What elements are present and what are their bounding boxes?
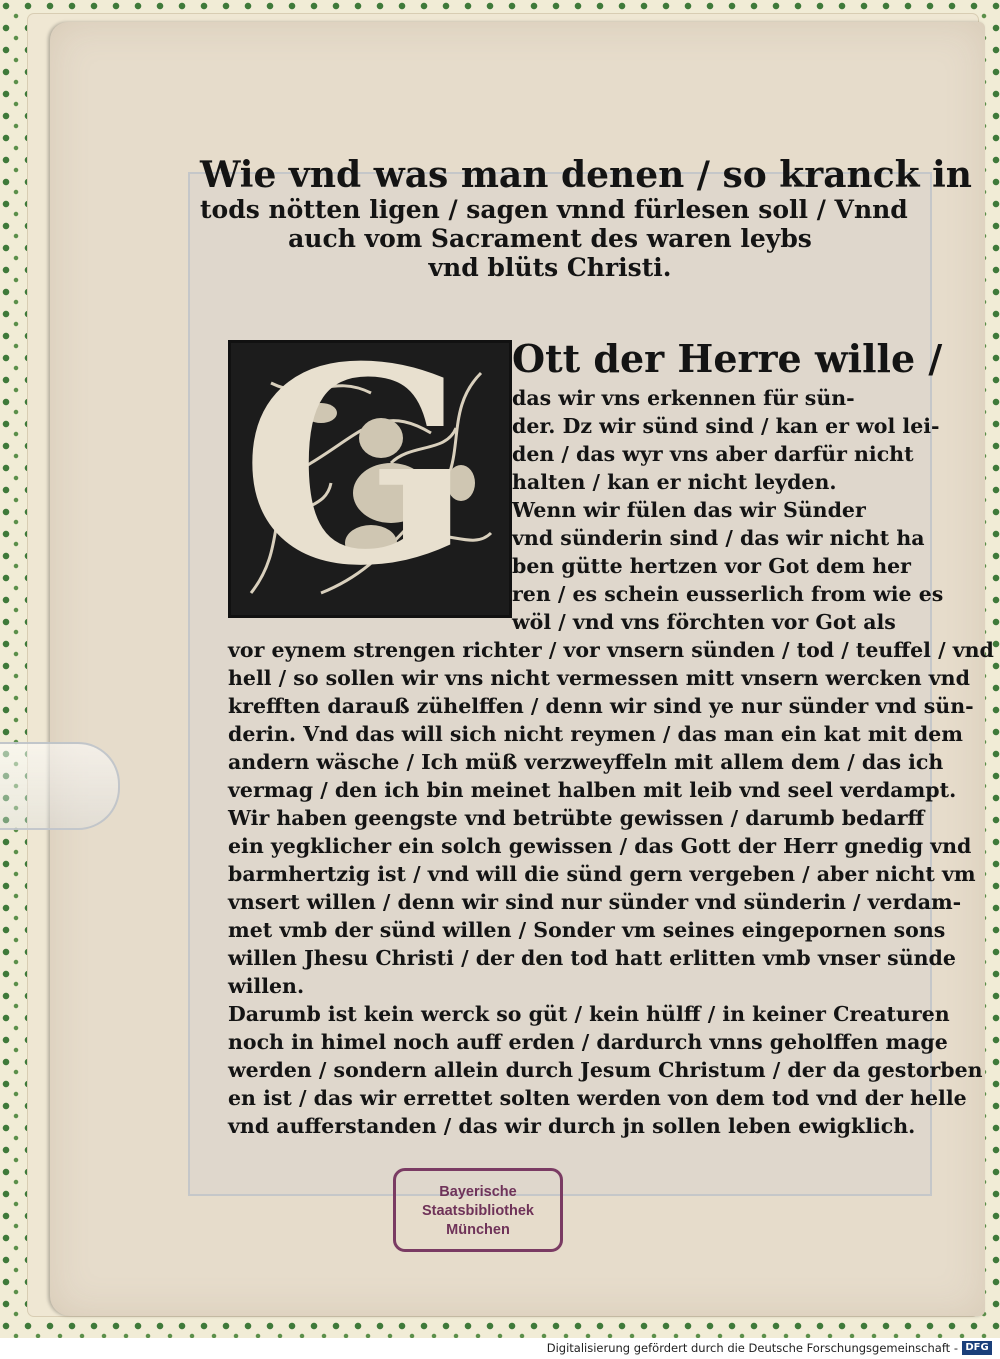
text-line: derin. Vnd das will sich nicht reymen / das man ein kat mit dem — [228, 722, 963, 746]
text-line: ein yegklicher ein solch gewissen / das Gott der Herr gnedig vnd — [228, 834, 972, 858]
text-line: vermag / den ich bin meinet halben mit leib vnd seel verdampt. — [228, 778, 957, 802]
text-line: vnd sünderin sind / das wir nicht ha — [512, 526, 925, 550]
dfg-logo: DFG — [962, 1341, 992, 1355]
text-line: der. Dz wir sünd sind / kan er wol lei- — [512, 414, 940, 438]
text-line: barmhertzig ist / vnd will die sünd gern vergeben / aber nicht vm — [228, 862, 976, 886]
stamp-line: Bayerische — [439, 1184, 517, 1200]
text-line: Wir haben geengste vnd betrübte gewissen / darumb bedarff — [228, 806, 925, 830]
text-line: en ist / das wir errettet solten werden von dem tod vnd der helle — [228, 1086, 967, 1110]
text-line: ben gütte hertzen vor Got dem her — [512, 554, 911, 578]
footer-bar — [0, 1338, 1000, 1359]
stamp-line: München — [446, 1222, 510, 1238]
text-line: willen. — [228, 974, 305, 998]
text-line: vnd aufferstanden / das wir durch jn sollen leben ewigklich. — [228, 1114, 916, 1138]
text-line: das wir vns erkennen für sün- — [512, 386, 855, 410]
opening-line: Ott der Herre wille / — [512, 336, 943, 381]
text-line: met vmb der sünd willen / Sonder vm seines eingepornen sons — [228, 918, 946, 942]
text-line: ren / es schein eusserlich from wie es — [512, 582, 944, 606]
text-line: vor eynem strengen richter / vor vnsern sünden / tod / teuffel / vnd — [228, 638, 994, 662]
text-line: halten / kan er nicht leyden. — [512, 470, 837, 494]
library-stamp — [393, 1168, 563, 1252]
page-title — [200, 154, 972, 283]
text-line: den / das wyr vns aber darfür nicht — [512, 442, 914, 466]
text-line: Darumb ist kein werck so güt / kein hülff / in keiner Creaturen — [228, 1002, 950, 1026]
title-line: vnd blüts Christi. — [428, 252, 672, 282]
text-line: Wenn wir fülen das wir Sünder — [512, 498, 866, 522]
title-line: Wie vnd was man denen / so kranck in — [200, 154, 972, 196]
text-line: willen Jhesu Christi / der den tod hatt erlitten vmb vnser sünde — [228, 946, 956, 970]
footer-credit: Digitalisierung gefördert durch die Deutsche Forschungsgemeinschaft - — [546, 1341, 958, 1355]
decorated-initial — [228, 340, 512, 618]
text-line: vnsert willen / denn wir sind nur sünder vnd sünderin / verdam- — [228, 890, 962, 914]
title-line: auch vom Sacrament des waren leybs — [288, 224, 812, 254]
text-line: werden / sondern allein durch Jesum Christum / der da gestorben — [228, 1058, 983, 1082]
initial-letter: G — [241, 340, 472, 618]
text-line: andern wäsche / Ich müß verzweyffeln mit allem dem / das ich — [228, 750, 944, 774]
text-line: noch in himel noch auff erden / dardurch vnns geholffen mage — [228, 1030, 948, 1054]
text-line: wöl / vnd vns förchten vor Got als — [512, 610, 896, 634]
text-line: krefften darauß zühelffen / denn wir sind ye nur sünder vnd sün- — [228, 694, 974, 718]
text-line: hell / so sollen wir vns nicht vermessen mitt vnsern wercken vnd — [228, 666, 970, 690]
title-line: tods nötten ligen / sagen vnnd fürlesen soll / Vnnd — [200, 195, 908, 225]
stamp-line: Staatsbibliothek — [422, 1203, 534, 1219]
page-clip — [0, 742, 120, 830]
